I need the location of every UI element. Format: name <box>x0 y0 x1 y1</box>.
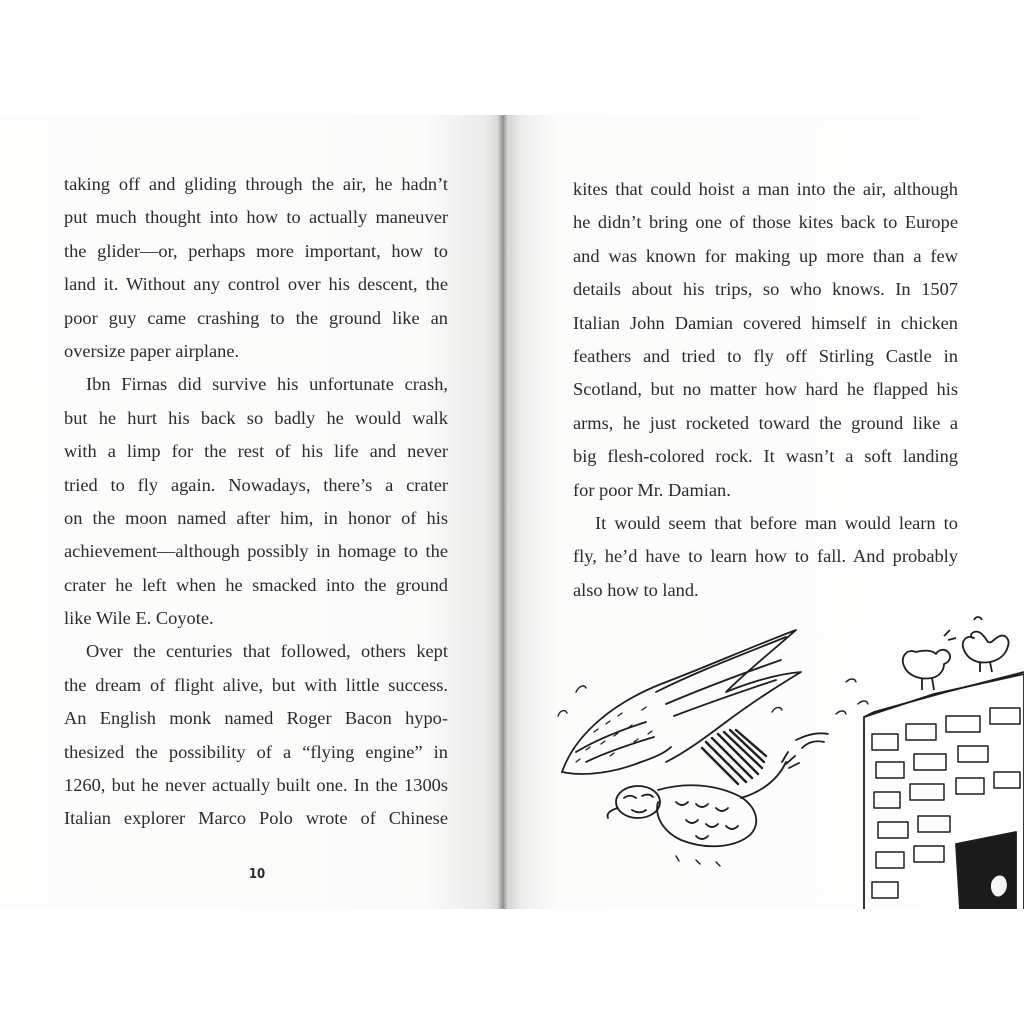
feather-wing-shape <box>562 630 801 774</box>
right-page <box>506 115 1024 909</box>
text-line: 1260, but he never actually built one. In the 1300s <box>64 775 448 796</box>
text-line: with a limp for the rest of his life and never <box>64 441 448 462</box>
book-spread <box>0 115 1024 909</box>
text-line: thesized the possibility of a “flying engine” in <box>64 741 448 762</box>
text-line: on the moon named after him, in honor of his <box>64 507 448 528</box>
text-line: achievement—although possibly in homage to the <box>64 541 448 562</box>
page-number: 10 <box>248 867 266 882</box>
text-line: the glider—or, perhaps more important, how to <box>64 240 448 261</box>
text-line: feathers and tried to fly off Stirling Castle in <box>573 345 958 366</box>
text-line: but he hurt his back so badly he would walk <box>64 407 448 428</box>
paragraph-first-line: Over the centuries that followed, others kept <box>86 641 448 662</box>
chicken-icon <box>903 630 956 690</box>
left-page-text <box>64 168 448 836</box>
left-page <box>0 115 500 909</box>
text-line: like Wile E. Coyote. <box>64 608 214 629</box>
text-line: Italian John Damian covered himself in chicken <box>573 312 958 333</box>
paragraph-first-line: It would seem that before man would learn to <box>595 512 958 533</box>
text-line: arms, he just rocketed toward the ground like a <box>573 412 958 433</box>
text-line: also how to land. <box>573 579 699 600</box>
text-line: the dream of flight alive, but with little success. <box>64 674 448 695</box>
text-line: big flesh-colored rock. It wasn’t a soft landing <box>573 446 958 467</box>
text-line: he didn’t bring one of those kites back to Europe <box>573 212 958 233</box>
text-line: Italian explorer Marco Polo wrote of Chinese <box>64 808 448 829</box>
text-line: kites that could hoist a man into the air, although <box>573 179 958 199</box>
text-line: poor guy came crashing to the ground like an <box>64 307 448 328</box>
text-line: fly, he’d have to learn how to fall. And probably <box>573 546 958 567</box>
dark-wing-hatch <box>702 730 766 784</box>
text-line: details about his trips, so who knows. In 1507 <box>573 279 958 300</box>
text-line: Scotland, but no matter how hard he flapped his <box>573 379 958 400</box>
paragraph-first-line: Ibn Firnas did survive his unfortunate crash, <box>86 374 448 395</box>
text-line: crater he left when he smacked into the ground <box>64 574 448 595</box>
text-line: land it. Without any control over his descent, the <box>64 274 448 295</box>
falling-man-illustration <box>546 612 1024 909</box>
castle-tower <box>864 672 1024 909</box>
right-page-text <box>573 173 958 607</box>
text-line: for poor Mr. Damian. <box>573 479 731 500</box>
falling-man-arm <box>741 733 828 798</box>
text-line: put much thought into how to actually maneuver <box>64 207 448 228</box>
chicken-icon <box>963 617 1009 672</box>
falling-man-head <box>607 786 660 818</box>
book-gutter-shadow <box>497 115 509 909</box>
text-line: oversize paper airplane. <box>64 340 240 361</box>
falling-man-body <box>657 785 756 846</box>
text-line: and was known for making up more than a few <box>573 245 958 266</box>
text-line: taking off and gliding through the air, he hadn’t <box>64 174 448 194</box>
text-line: An English monk named Roger Bacon hypo- <box>64 708 448 729</box>
text-line: tried to fly again. Nowadays, there’s a crater <box>64 474 448 495</box>
